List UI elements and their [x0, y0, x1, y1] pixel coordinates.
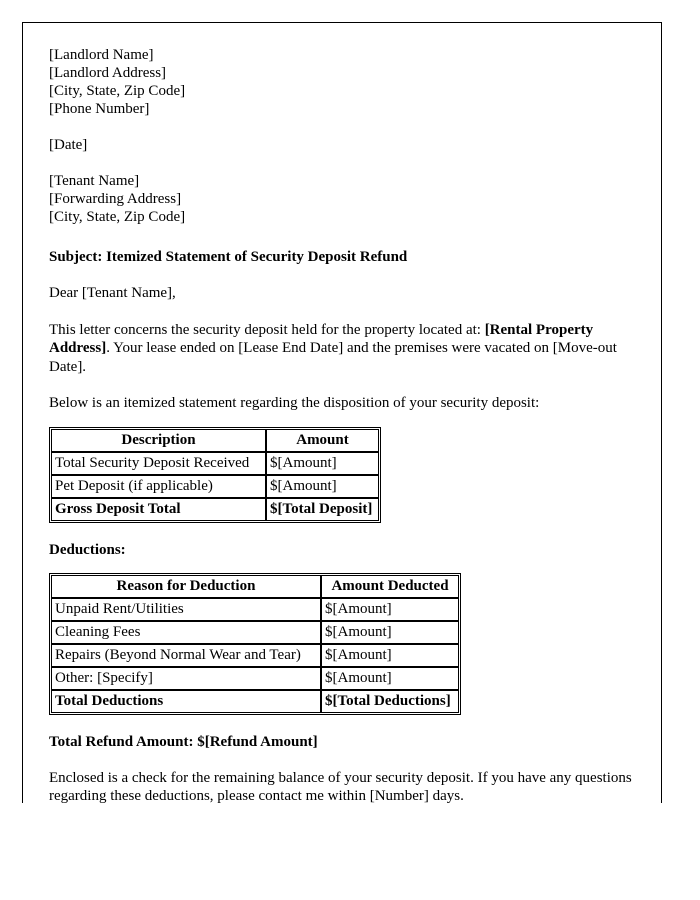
deductions-row-4-amount: $[Total Deductions]: [321, 690, 459, 713]
spacer: [49, 266, 653, 284]
spacer: [49, 376, 653, 394]
intro-text-part1: This letter concerns the security deposit held for the property located at:: [49, 321, 485, 338]
total-refund-line: Total Refund Amount: $[Refund Amount]: [49, 733, 318, 750]
spacer: [49, 413, 653, 427]
rental-property-address-placeholder: [Rental Property Address]: [49, 321, 594, 356]
recipient-line-address: [Forwarding Address]: [49, 191, 182, 207]
salutation: Dear [Tenant Name],: [49, 285, 176, 301]
spacer: [49, 751, 653, 769]
deductions-row-1-amount: $[Amount]: [321, 621, 459, 644]
recipient-line-city-state-zip: [City, State, Zip Code]: [49, 209, 186, 225]
table-row-total: [51, 690, 459, 713]
sender-line-city-state-zip: [City, State, Zip Code]: [49, 83, 186, 99]
intro-paragraph: [49, 321, 633, 377]
sender-line-address: [Landlord Address]: [49, 65, 167, 81]
recipient-address-block: [49, 172, 653, 226]
deposit-row-0-amount: $[Amount]: [266, 452, 379, 475]
table-row: [51, 598, 459, 621]
date-line: [Date]: [49, 137, 88, 153]
table-row: [51, 644, 459, 667]
spacer: [49, 523, 653, 541]
deposit-row-2-description: Gross Deposit Total: [51, 498, 266, 521]
table-row: [51, 621, 459, 644]
table-header-row: [51, 429, 379, 452]
table-row: [51, 667, 459, 690]
intro-text-part2: . Your lease ended on [Lease End Date] and the premises were vacated on [Move-out Date].: [49, 340, 617, 375]
deductions-header-reason: Reason for Deduction: [51, 575, 321, 598]
sender-address-block: [49, 46, 653, 118]
table-row: [51, 452, 379, 475]
deductions-row-2-amount: $[Amount]: [321, 644, 459, 667]
deposit-row-2-amount: $[Total Deposit]: [266, 498, 379, 521]
table-row-total: [51, 498, 379, 521]
date-block: [49, 136, 653, 154]
spacer: [49, 559, 653, 573]
deductions-row-4-reason: Total Deductions: [51, 690, 321, 713]
deductions-row-0-reason: Unpaid Rent/Utilities: [51, 598, 321, 621]
deposit-row-0-description: Total Security Deposit Received: [51, 452, 266, 475]
deductions-row-3-reason: Other: [Specify]: [51, 667, 321, 690]
deductions-table: [49, 573, 461, 715]
table-header-row: [51, 575, 459, 598]
deposit-row-1-description: Pet Deposit (if applicable): [51, 475, 266, 498]
deposit-row-1-amount: $[Amount]: [266, 475, 379, 498]
deductions-heading: Deductions:: [49, 541, 126, 558]
deductions-row-0-amount: $[Amount]: [321, 598, 459, 621]
deductions-row-2-reason: Repairs (Beyond Normal Wear and Tear): [51, 644, 321, 667]
spacer: [49, 154, 653, 172]
itemization-lead-in: Below is an itemized statement regarding the disposition of your security deposit:: [49, 395, 540, 411]
table-row: [51, 475, 379, 498]
recipient-line-name: [Tenant Name]: [49, 173, 140, 189]
sender-line-name: [Landlord Name]: [49, 47, 154, 63]
document-page: [22, 22, 662, 803]
sender-line-phone: [Phone Number]: [49, 101, 150, 117]
document-body: [23, 23, 661, 803]
subject-line: Subject: Itemized Statement of Security Deposit Refund: [49, 249, 408, 265]
spacer: [49, 303, 653, 321]
deductions-row-3-amount: $[Amount]: [321, 667, 459, 690]
deductions-header-amount: Amount Deducted: [321, 575, 459, 598]
spacer: [49, 715, 653, 733]
spacer: [49, 226, 653, 248]
deductions-row-1-reason: Cleaning Fees: [51, 621, 321, 644]
spacer: [49, 118, 653, 136]
deposit-header-description: Description: [51, 429, 266, 452]
deposit-header-amount: Amount: [266, 429, 379, 452]
closing-paragraph: Enclosed is a check for the remaining balance of your security deposit. If you have any questions regarding these deductions, please contact me within [Number] days.: [49, 769, 632, 803]
deposit-summary-table: [49, 427, 381, 523]
